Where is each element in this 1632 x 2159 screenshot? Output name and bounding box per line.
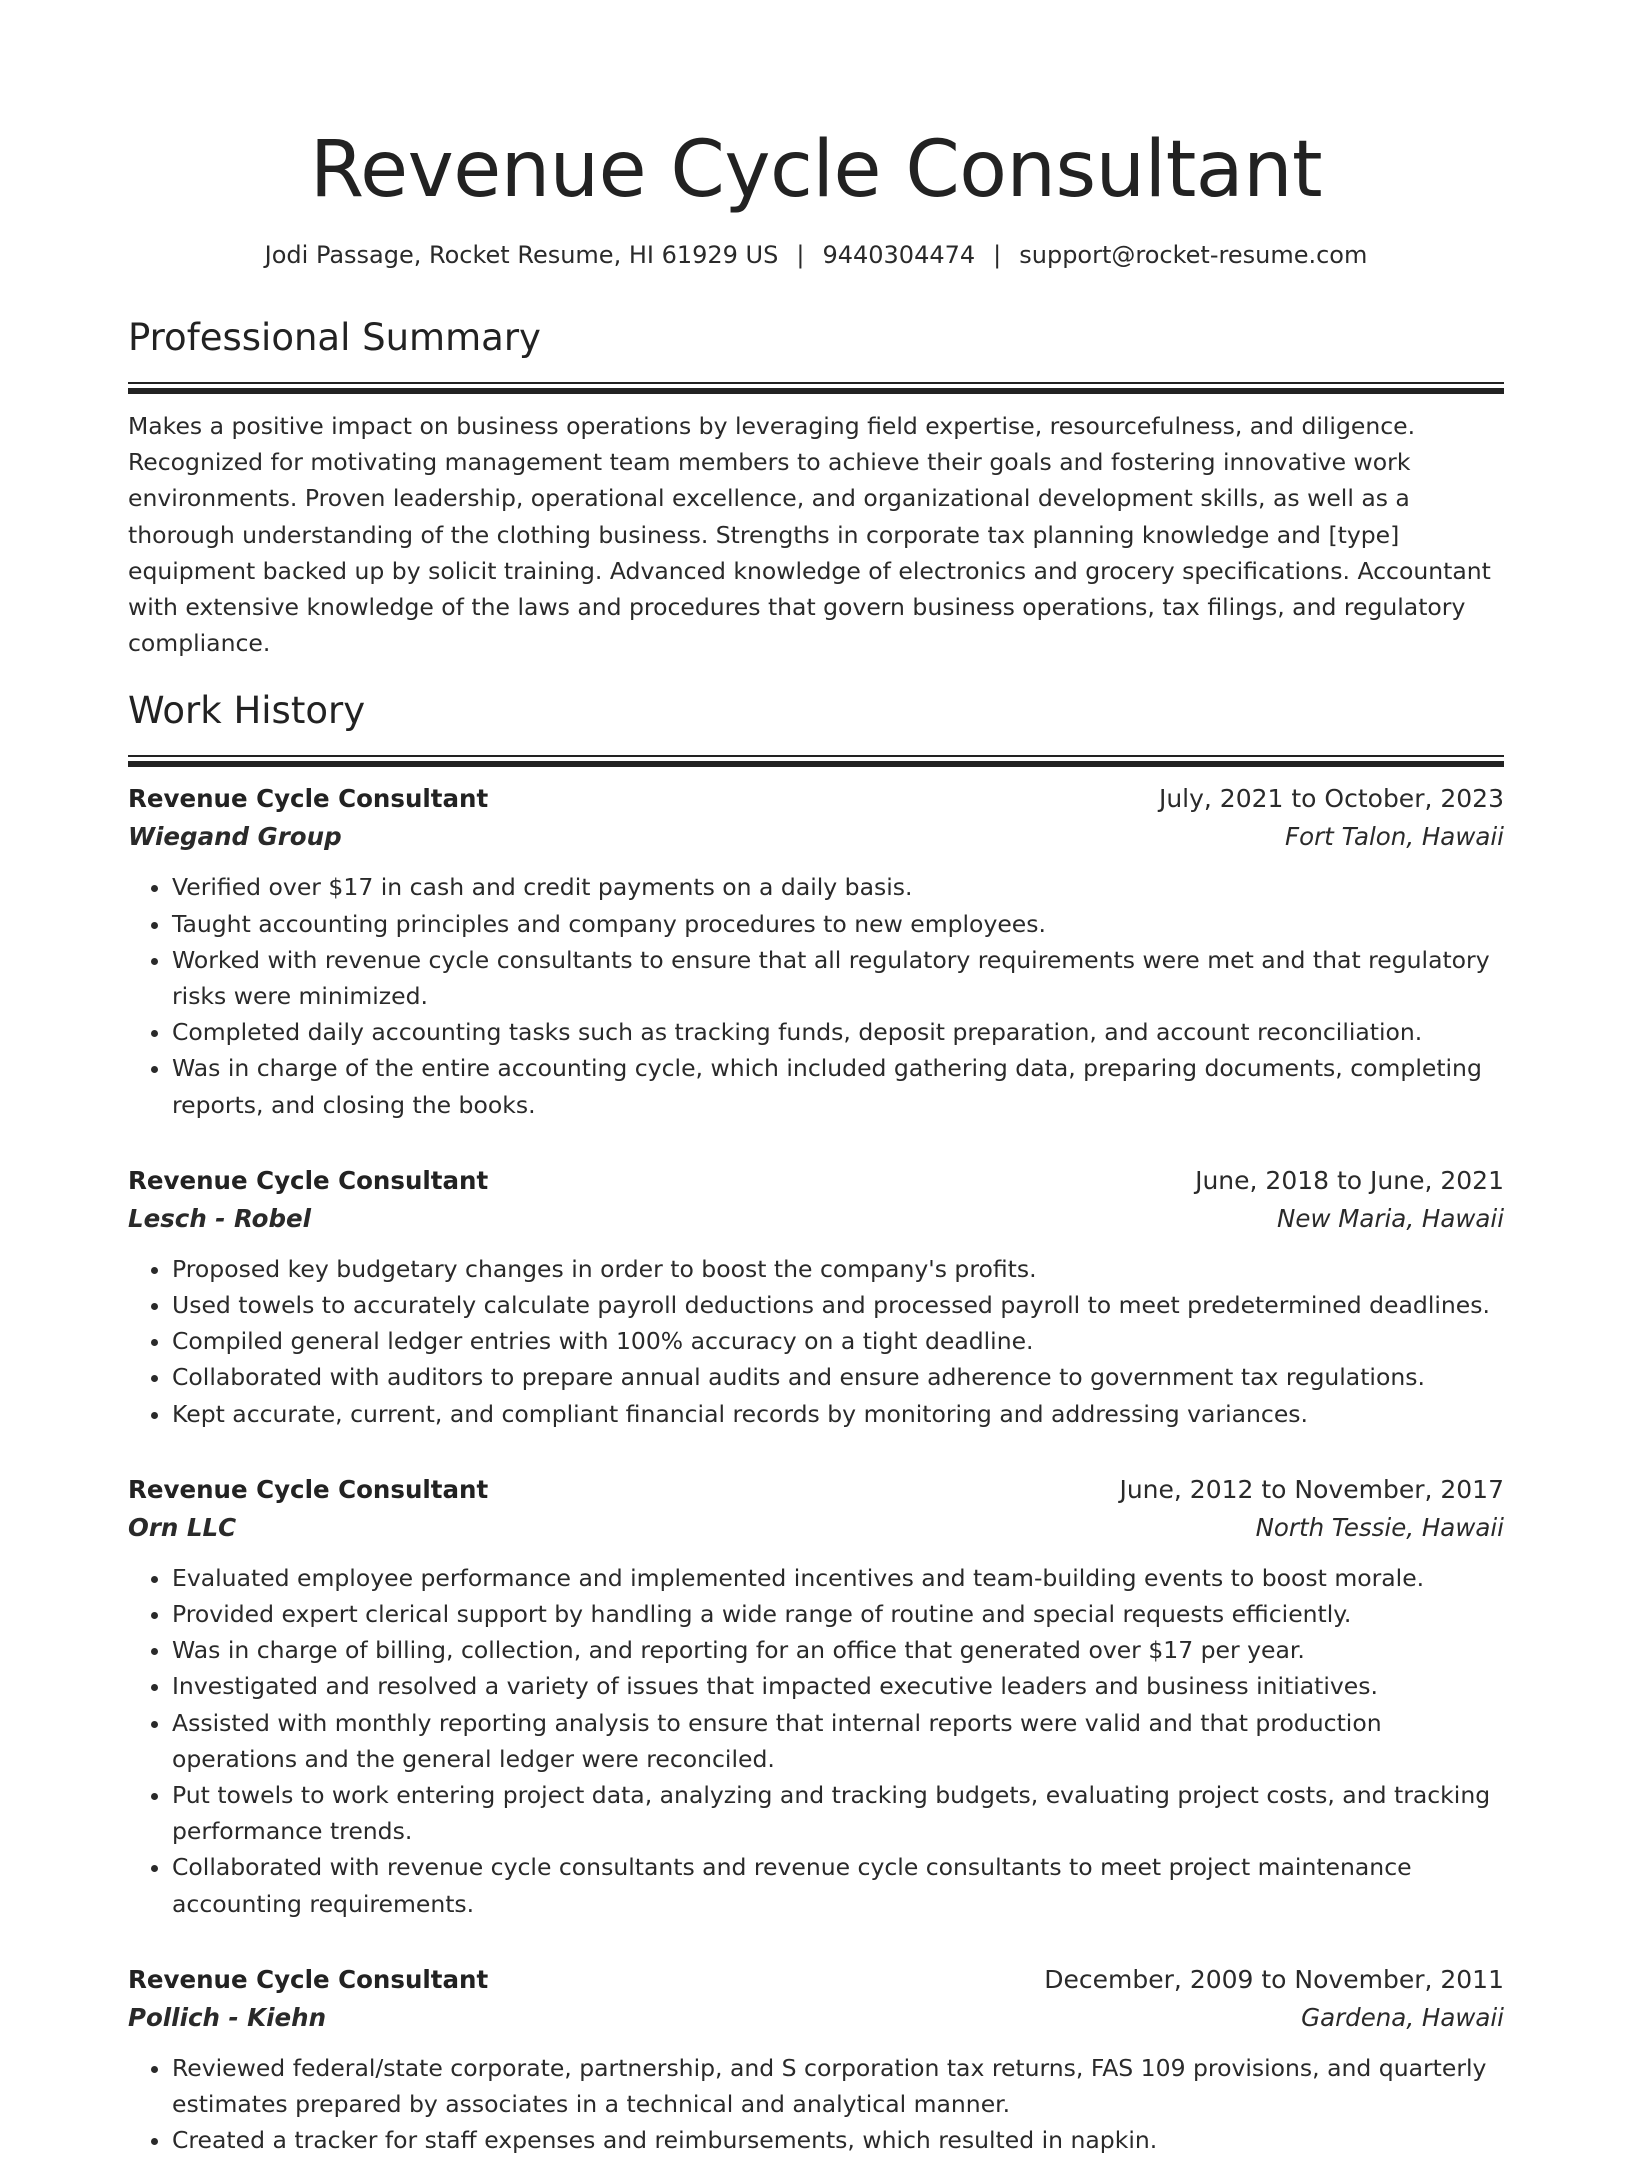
contact-separator: | — [796, 241, 805, 269]
job-entry — [128, 781, 1504, 1122]
job-bullet: • Was in charge of billing, collection, and reporting for an office that generated over $17 per year. — [172, 1632, 1504, 1668]
job-bullet: • Collaborated with auditors to prepare annual audits and ensure adherence to government tax regulations. — [172, 1359, 1504, 1395]
resume-name: Revenue Cycle Consultant — [309, 125, 1323, 215]
job-bullet: • Worked with revenue cycle consultants to ensure that all regulatory requirements were met and that regulatory risks were minimized. — [172, 942, 1504, 1014]
job-title: Revenue Cycle Consultant — [128, 1474, 489, 1504]
job-dates: July, 2021 to October, 2023 — [1158, 784, 1504, 814]
job-entry — [128, 1472, 1504, 1922]
job-bullet: • Kept accurate, current, and compliant financial records by monitoring and addressing variances. — [172, 1396, 1504, 1432]
job-entry — [128, 1163, 1504, 1432]
job-company: Wiegand Group — [128, 822, 342, 852]
job-bullets — [128, 1251, 1504, 1432]
job-bullet: • Investigated and resolved a variety of issues that impacted executive leaders and business initiatives. — [172, 1668, 1504, 1704]
job-title: Revenue Cycle Consultant — [128, 1165, 489, 1195]
section-title-work-history: Work History — [128, 689, 366, 733]
job-bullets — [128, 2050, 1504, 2159]
job-title: Revenue Cycle Consultant — [128, 784, 489, 814]
contact-separator: | — [993, 241, 1002, 269]
professional-summary-section — [128, 312, 1504, 661]
job-location: Gardena, Hawaii — [1301, 2002, 1504, 2032]
job-bullets — [128, 1560, 1504, 1922]
job-bullets — [128, 869, 1504, 1122]
contact-address: Jodi Passage, Rocket Resume, HI 61929 US — [264, 241, 779, 269]
job-bullet: • Assisted with monthly reporting analysis to ensure that internal reports were valid and that production operations and the general ledger were reconciled. — [172, 1705, 1504, 1777]
section-divider — [128, 382, 1504, 394]
job-bullet: • Put towels to work entering project data, analyzing and tracking budgets, evaluating project costs, and tracking performance trends. — [172, 1777, 1504, 1849]
job-bullet: • Proposed key budgetary changes in order to boost the company's profits. — [172, 1251, 1504, 1287]
job-bullet: • Compiled general ledger entries with 100% accuracy on a tight deadline. — [172, 1323, 1504, 1359]
work-history-section — [128, 685, 1504, 2158]
job-location: New Maria, Hawaii — [1277, 1203, 1504, 1233]
contact-line — [128, 238, 1504, 272]
job-bullet: • Used towels to accurately calculate payroll deductions and processed payroll to meet predetermined deadlines. — [172, 1287, 1504, 1323]
section-divider — [128, 755, 1504, 767]
job-title: Revenue Cycle Consultant — [128, 1964, 489, 1994]
job-bullet: • Created a tracker for staff expenses and reimbursements, which resulted in napkin. — [172, 2122, 1504, 2158]
contact-email: support@rocket-resume.com — [1019, 241, 1368, 269]
section-title-summary: Professional Summary — [128, 316, 541, 359]
job-bullet: • Evaluated employee performance and implemented incentives and team-building events to boost morale. — [172, 1560, 1504, 1596]
job-dates: June, 2012 to November, 2017 — [1119, 1474, 1504, 1504]
job-company: Orn LLC — [128, 1512, 237, 1542]
job-company: Pollich - Kiehn — [128, 2002, 327, 2032]
job-bullet: • Completed daily accounting tasks such as tracking funds, deposit preparation, and account reconciliation. — [172, 1014, 1504, 1050]
job-location: Fort Talon, Hawaii — [1285, 822, 1504, 852]
job-dates: June, 2018 to June, 2021 — [1195, 1165, 1504, 1195]
job-bullet: • Reviewed federal/state corporate, partnership, and S corporation tax returns, FAS 109 provisions, and quarterly estimates prepared by associates in a technical and analytical manner. — [172, 2050, 1504, 2122]
job-bullet: • Provided expert clerical support by handling a wide range of routine and special requests efficiently. — [172, 1596, 1504, 1632]
job-dates: December, 2009 to November, 2011 — [1044, 1964, 1504, 1994]
resume-page — [128, 0, 1504, 2159]
job-bullet: • Was in charge of the entire accounting cycle, which included gathering data, preparing documents, completing reports, and closing the books. — [172, 1050, 1504, 1122]
job-bullet: • Collaborated with revenue cycle consultants and revenue cycle consultants to meet project maintenance accounting requirements. — [172, 1849, 1504, 1921]
job-company: Lesch - Robel — [128, 1203, 312, 1233]
job-bullet: • Verified over $17 in cash and credit payments on a daily basis. — [172, 869, 1504, 905]
summary-text: Makes a positive impact on business operations by leveraging field expertise, resourcefulness, and diligence. Recognized for motivating management team members to achieve their goals and fostering innovative work environments. Proven leadership, operational excellence, and organizational development skills, as well as a thorough understanding of the clothing business. Strengths in corporate tax planning knowledge and [type] equipment backed up by solicit training. Advanced knowledge of electronics and grocery specifications. Accountant with extensive knowledge of the laws and procedures that govern business operations, tax filings, and regulatory compliance. — [128, 412, 1491, 658]
job-bullet: • Taught accounting principles and company procedures to new employees. — [172, 906, 1504, 942]
contact-phone: 9440304474 — [822, 241, 976, 269]
job-entry — [128, 1962, 1504, 2159]
job-location: North Tessie, Hawaii — [1255, 1512, 1504, 1542]
